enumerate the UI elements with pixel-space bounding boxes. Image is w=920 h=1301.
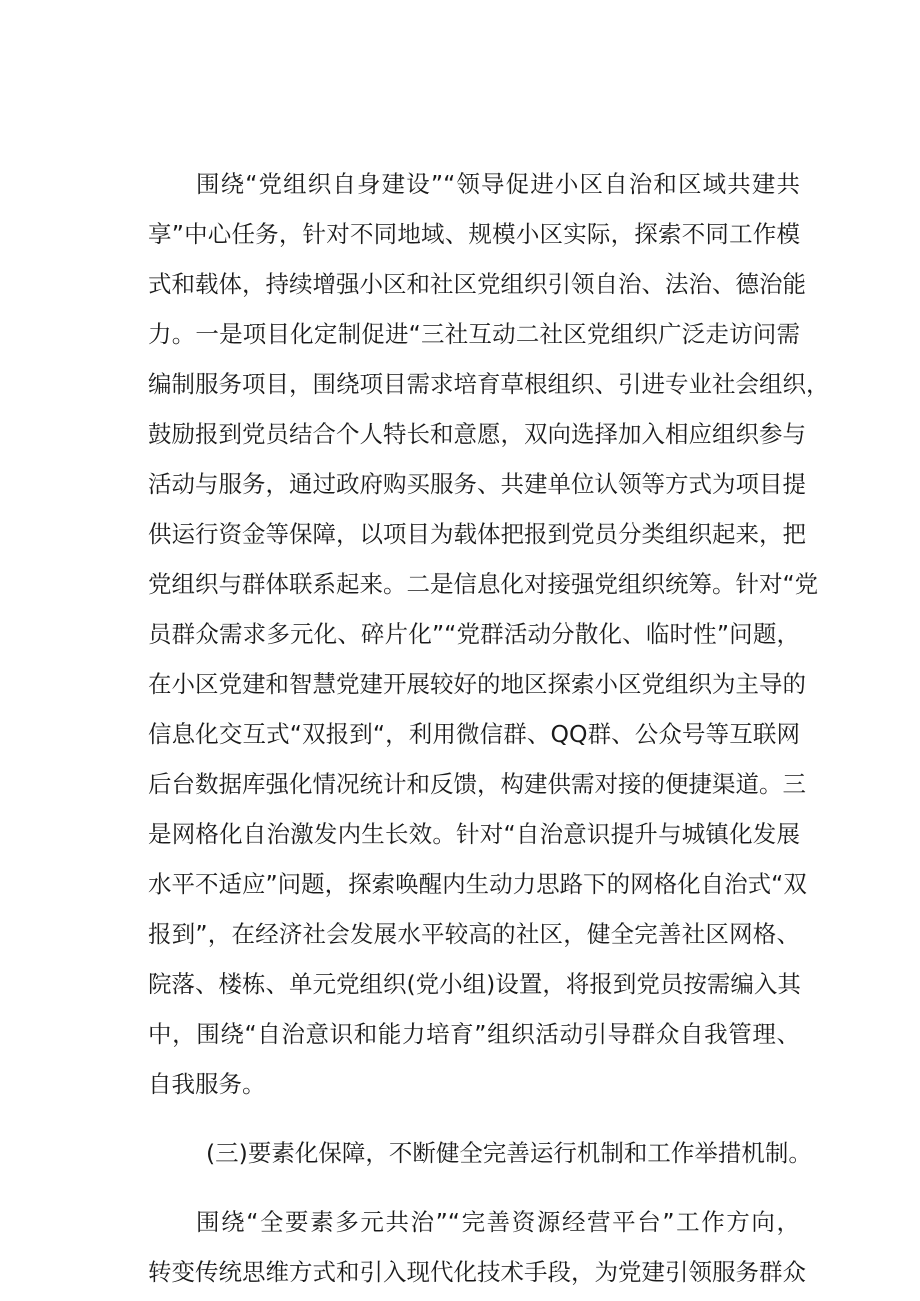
paragraph-line: 是网格化自治激发内生长效。针对“自治意识提升与城镇化发展 (148, 820, 800, 848)
paragraph-line: 自我服务。 (148, 1070, 266, 1098)
paragraph-2 (148, 1197, 806, 1297)
document-body (148, 159, 830, 1297)
paragraph-spacer (148, 1109, 800, 1128)
paragraph-line: 信息化交互式“双报到“，利用微信群、QQ群、公众号等互联网 (148, 720, 800, 748)
paragraph-line: 式和载体，持续增强小区和社区党组织引领自治、法治、德治能 (148, 270, 806, 298)
paragraph-line: 编制服务项目，围绕项目需求培育草根组织、引进专业社会组织， (148, 370, 830, 398)
paragraph-line: 中，围绕“自治意识和能力培育”组织活动引导群众自我管理、 (148, 1020, 800, 1048)
paragraph-line: 水平不适应”问题，探索唤醒内生动力思路下的网格化自治式“双 (148, 870, 807, 898)
paragraph-line: 在小区党建和智慧党建开展较好的地区探索小区党组织为主导的 (148, 670, 806, 698)
paragraph-line: 围绕“全要素多元共治”“完善资源经营平台”工作方向， (196, 1208, 800, 1236)
paragraph-line: 供运行资金等保障，以项目为载体把报到党员分类组织起来，把 (148, 520, 806, 548)
paragraph-spacer (148, 1178, 800, 1197)
paragraph-line: 活动与服务，通过政府购买服务、共建单位认领等方式为项目提 (148, 470, 806, 498)
paragraph-1 (148, 159, 830, 1109)
section-heading: (三)要素化保障，不断健全完善运行机制和工作举措机制。 (206, 1139, 812, 1167)
paragraph-line: 转变传统思维方式和引入现代化技术手段，为党建引领服务群众 (148, 1258, 806, 1286)
paragraph-line: 享”中心任务，针对不同地域、规模小区实际，探索不同工作模 (148, 220, 800, 248)
paragraph-line: 党组织与群体联系起来。二是信息化对接强党组织统筹。针对“党 (148, 570, 819, 598)
paragraph-line: 员群众需求多元化、碎片化”“党群活动分散化、临时性”问题， (148, 620, 800, 648)
paragraph-line: 后台数据库强化情况统计和反馈，构建供需对接的便捷渠道。三 (148, 770, 806, 798)
paragraph-line: 报到”，在经济社会发展水平较高的社区，健全完善社区网格、 (148, 920, 800, 948)
paragraph-line: 院落、楼栋、单元党组织(党小组)设置，将报到党员按需编入其 (148, 970, 801, 998)
paragraph-line: 力。一是项目化定制促进“三社互动二社区党组织广泛走访问需 (148, 320, 800, 348)
paragraph-line: 鼓励报到党员结合个人特长和意愿，双向选择加入相应组织参与 (148, 420, 806, 448)
paragraph-line: 围绕“党组织自身建设”“领导促进小区自治和区域共建共 (196, 170, 800, 198)
